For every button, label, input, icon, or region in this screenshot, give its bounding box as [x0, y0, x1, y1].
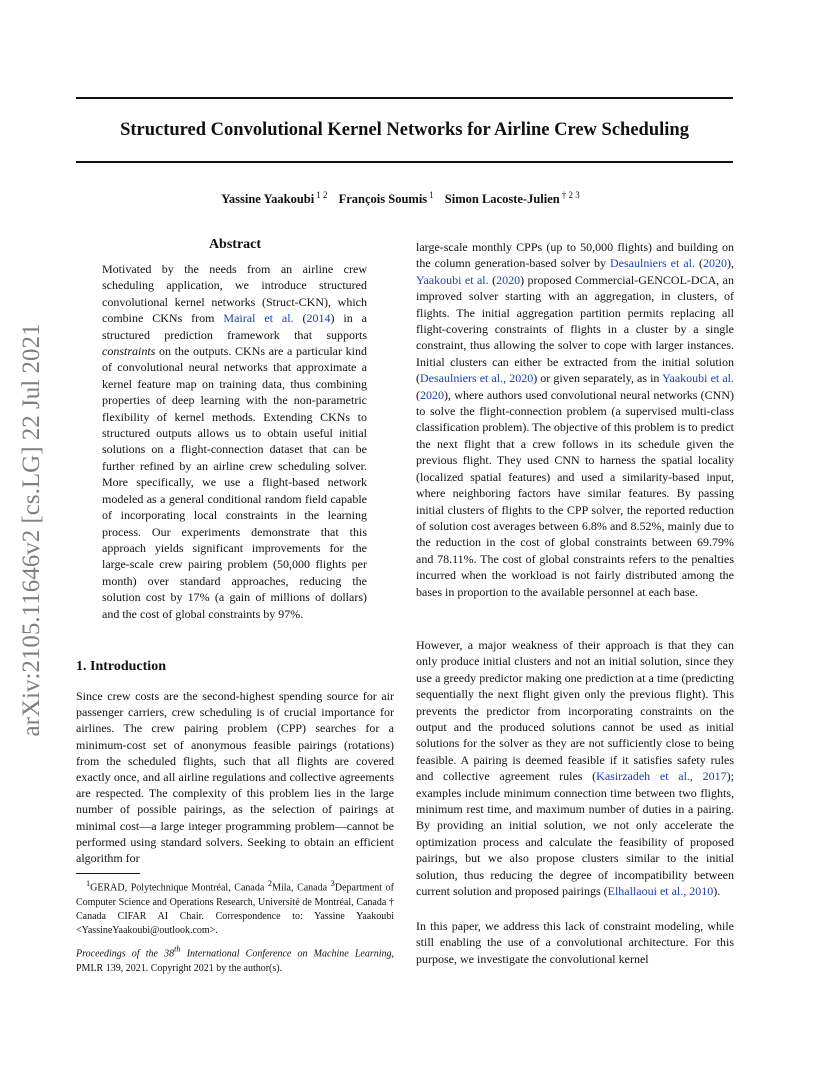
arxiv-identifier: arXiv:2105.11646v2 [cs.LG] 22 Jul 2021: [18, 323, 45, 737]
top-rule: [76, 97, 733, 99]
author-name: François Soumis: [338, 192, 428, 207]
author-affiliation: † 2 3: [561, 190, 580, 200]
title-bottom-rule: [76, 161, 733, 163]
right-column-paragraph-3: In this paper, we address this lack of constraint modeling, while still enabling the use of a convolutional architecture. For this purpose, we investigate the convolutional kernel: [416, 919, 734, 966]
footnote-rule: [76, 873, 140, 874]
section-heading: 1. Introduction: [76, 659, 166, 674]
citation-year-link[interactable]: 2020: [420, 387, 444, 402]
citation-year-link[interactable]: 2014: [306, 311, 331, 326]
author-affiliation: 1 2: [316, 190, 328, 200]
arxiv-stamp: [12, 300, 52, 760]
author-list: [76, 190, 733, 207]
citation-link[interactable]: Yaakoubi et al.: [662, 371, 734, 386]
citation-year-link[interactable]: 2020: [703, 256, 728, 271]
citation-link[interactable]: Desaulniers et al.: [610, 256, 695, 271]
affiliations-footnote: $^1$GERAD, Polytechnique Montréal, Canada $^2$Mila, Canada $^3$Department of Computer Science and Operations Research, Université de Montréal, Canada † Canada CIFAR AI Chair. Correspondence to: Yassine Yaakoubi <YassineYaakoubi@outlook.com>.: [76, 879, 394, 936]
abstract-body: Motivated by the needs from an airline crew scheduling application, we introduce structured convolutional kernel networks (Struct-CKN), which combine CKNs from Mairal et al. (2014) in a structured prediction framework that supports constraints on the outputs. CKNs are a particular kind of convolutional neural networks that approximate a kernel feature map on training data, thus combining properties of deep learning with the non-parametric flexibility of kernel methods. Extending CKNs to structured outputs allows us to obtain useful initial solutions on a flight-connection dataset that can be further refined by an airline crew scheduling solver. More specifically, we use a flight-based network modeled as a general conditional random field capable of incorporating local constraints in the learning process. Our experiments demonstrate that this approach yields significant improvements for the large-scale crew pairing problem (50,000 flights per month) over standard approaches, reducing the solution cost by 17% (a gain of millions of dollars) and the cost of global constraints by 97%.: [102, 262, 367, 621]
right-column-paragraph-1: large-scale monthly CPPs (up to 50,000 flights) and building on the column generation-based solver by Desaulniers et al. (2020), Yaakoubi et al. (2020) proposed Commercial-GENCOL-DCA, an improved solver starting with an aggregation, in clusters, of flights. The initial aggregation partition permits replacing all flight-covering constraints of flights in a cluster by a single constraint, thus allowing the solver to cope with larger instances. Initial clusters can either be extracted from the initial solution (Desaulniers et al., 2020) or given separately, as in Yaakoubi et al. (2020), where authors used convolutional neural networks (CNN) to solve the flight-connection problem (a supervised multi-class classification problem). The objective of this problem is to predict the next flight that a crew follows in its schedule given the previous flight. They used CNN to harness the spatial locality (localized spatial features) and used a similarity-based input, where neighboring factors have similar features. By passing initial clusters of flights to the CPP solver, the reported reduction of solution cost averages between 6.8% and 8.52%, mainly due to the reduction in the cost of global constraints between 69.79% and 78.11%. The cost of global constraints refers to the penalties incurred when the workload is not fairly distributed among the bases in proportion to the available personnel at each base.: [416, 240, 735, 599]
author-name: Yassine Yaakoubi: [221, 192, 315, 207]
citation-year-link[interactable]: 2020: [496, 272, 521, 287]
citation-link[interactable]: Desaulniers et al., 2020: [420, 371, 534, 386]
author-affiliation: 1: [429, 190, 434, 200]
citation-link[interactable]: Mairal et al.: [223, 311, 294, 326]
author-name: Simon Lacoste-Julien: [444, 192, 560, 207]
citation-link[interactable]: Yaakoubi et al.: [416, 272, 489, 287]
citation-link[interactable]: Elhallaoui et al., 2010: [607, 884, 714, 899]
right-column-paragraph-2: However, a major weakness of their approach is that they can only produce initial clusters and not an initial solution, since they use a greedy predictor making one prediction at a time (predicting sequentially the next flight given only the previous flight). This prevents the predictor from incorporating constraints on the output and the produced solutions cannot be used as initial solutions for the solver as they are not sufficiently close to being feasible. A pairing is deemed feasible if it satisfies safety rules and collective agreement rules (Kasirzadeh et al., 2017); examples include minimum connection time between two flights, minimum rest time, and maximum number of duties in a pairing. By providing an initial solution, we not only accelerate the optimization process and calculate the feasibility of proposed pairings, but we also propose clusters similar to the initial solution, thus reducing the degree of incompatibility between current solution and proposed pairings (Elhallaoui et al., 2010).: [416, 638, 734, 899]
proceedings-note: Proceedings of the 38th International Conference on Machine Learning, PMLR 139, 2021. Copyright 2021 by the author(s).: [76, 945, 394, 974]
paper-title: Structured Convolutional Kernel Networks for Airline Crew Scheduling: [120, 120, 689, 140]
abstract-heading: Abstract: [208, 237, 262, 252]
introduction-body: Since crew costs are the second-highest spending source for air passenger carriers, crew scheduling is of crucial importance for airlines. The crew pairing problem (CPP) searches for a minimum-cost set of anonymous feasible pairings (rotations) from the scheduled flights, such that all flights are covered exactly once, and all airline regulations and collective agreements are respected. The complexity of this problem lies in the large number of possible pairings, as the selection of pairings at minimal cost—a large integer programming problem—cannot be performed using standard solvers. Seeking to obtain an efficient algorithm for: [76, 689, 394, 866]
citation-link[interactable]: Kasirzadeh et al., 2017: [596, 769, 727, 784]
